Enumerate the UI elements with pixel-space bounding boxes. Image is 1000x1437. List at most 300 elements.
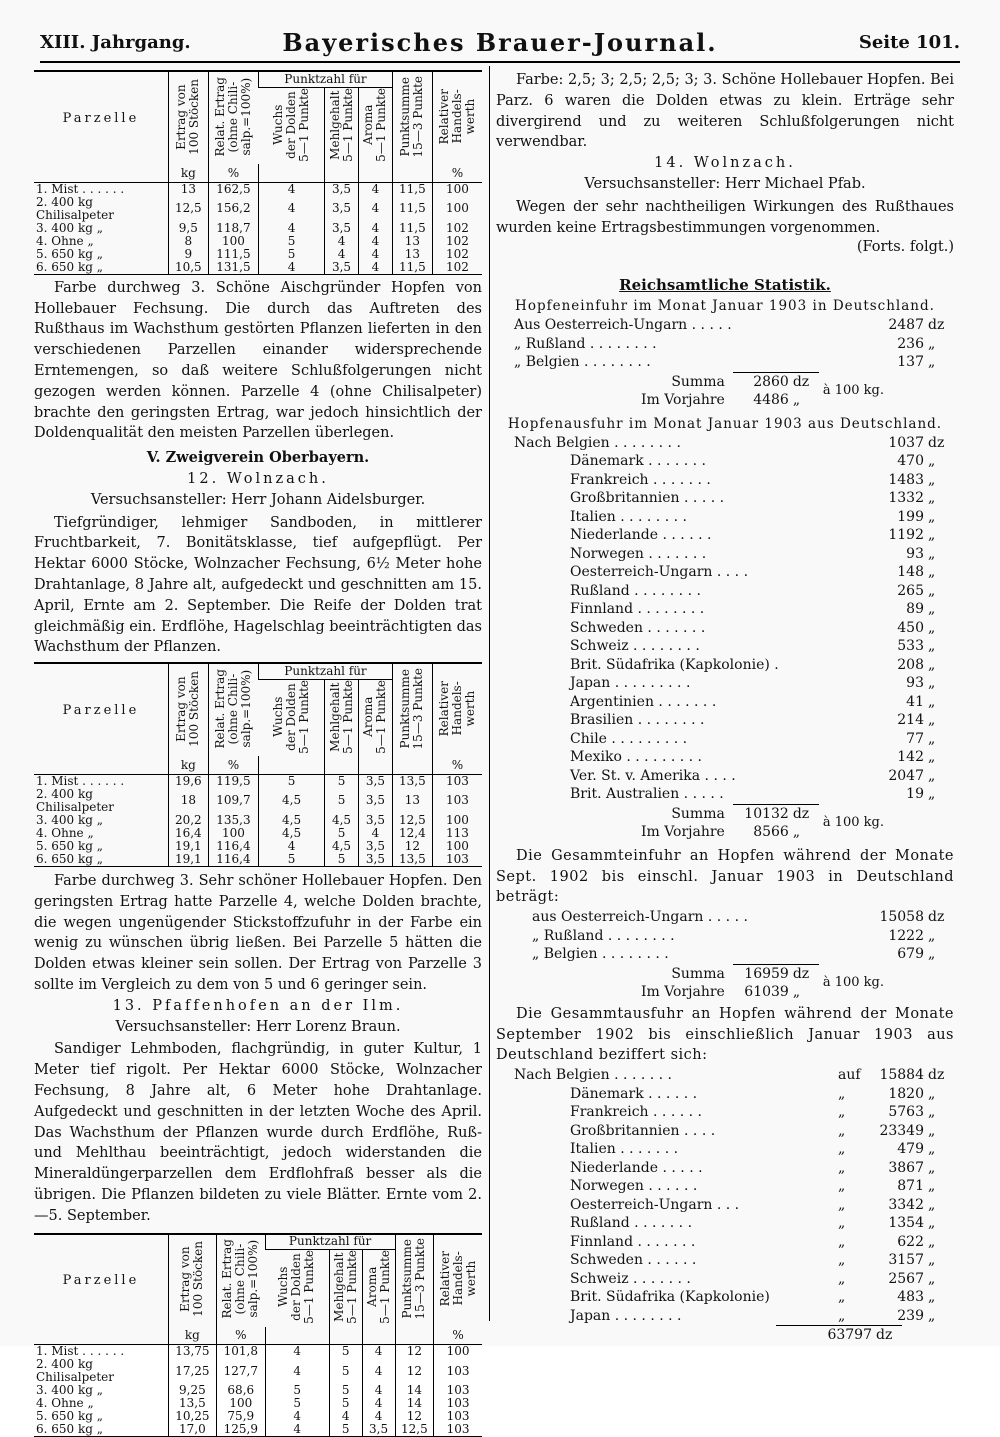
table-cell: 13 [392, 248, 432, 261]
experimenter-line: Versuchsansteller: Herr Michael Pfab. [584, 175, 866, 192]
stat-row [514, 1233, 954, 1252]
table-cell: 4,5 [259, 788, 325, 814]
table-cell: 4 [358, 182, 392, 196]
stat-row [514, 730, 954, 749]
stat-cell: „ [928, 1178, 936, 1195]
table-cell: 19,6 [168, 774, 208, 788]
stat-row [514, 674, 954, 693]
stat-cell: „ [928, 527, 936, 544]
table-row [34, 222, 482, 235]
stat-cell: 93 [906, 675, 924, 692]
stat-row [514, 353, 954, 372]
col-header-ertrag: Ertrag von 100 Stöcken [174, 78, 202, 155]
unit-note: à 100 kg. [822, 382, 884, 398]
table-cell: 4 [358, 248, 392, 261]
table-cell: 4 [358, 827, 392, 840]
stat-cell: „ [837, 1196, 846, 1213]
unit-note: à 100 kg. [822, 974, 884, 990]
table-cell: 12,5 [392, 814, 432, 827]
stat-cell: 3157 [888, 1252, 924, 1269]
stat-cell: „ [837, 1233, 846, 1250]
col-header-summe: Punktsumme 15—3 Punkte [398, 75, 426, 158]
previous-year-value: 8566 [753, 824, 789, 841]
stat-cell: 142 [897, 749, 924, 766]
paragraph: Wegen der sehr nachtheiligen Wirkungen des Rußthaues wurden keine Ertragsbestimmungen vorgenommen. [496, 198, 954, 236]
stat-cell: „ [837, 1122, 846, 1139]
table-cell: 75,9 [216, 1410, 265, 1423]
table-cell: 4 [358, 196, 392, 222]
export-heading: Hopfenausfuhr im Monat Januar 1903 aus Deutschland. [507, 415, 943, 432]
stat-row [514, 1159, 954, 1178]
table-cell: 131,5 [208, 261, 258, 275]
table-cell: 156,2 [208, 196, 258, 222]
table-cell: 2. 400 kg Chilisalpeter [36, 194, 115, 222]
stat-row [532, 945, 954, 964]
stat-cell: Argentinien . . . . . . . [570, 693, 717, 710]
total-table [776, 1325, 902, 1345]
table-cell: 4 [358, 261, 392, 275]
table-cell: 102 [432, 235, 482, 248]
stat-cell: „ [928, 582, 936, 599]
table-cell: 3,5 [325, 196, 359, 222]
table-cell: 5. 650 kg „ [36, 1409, 103, 1424]
table-cell: 12 [392, 840, 432, 853]
stat-cell: „ [928, 1122, 936, 1139]
table-cell: 1. Mist . . . . . . [36, 773, 125, 788]
table-row [34, 261, 482, 275]
table-cell: 10,25 [168, 1410, 216, 1423]
sum-unit: dz [793, 804, 819, 823]
table-cell: 5 [329, 1397, 362, 1410]
stat-cell: 239 [897, 1307, 924, 1324]
stat-table [532, 908, 954, 964]
stat-cell: „ [837, 1215, 846, 1232]
table-cell: 4 [325, 248, 359, 261]
unit-relat: % [216, 1327, 265, 1345]
stat-row [514, 452, 954, 471]
previous-year-value: 61039 [744, 984, 789, 1001]
stat-row [514, 693, 954, 712]
col-header-wuchs: Wuchs der Dolden 5—1 Punkte [270, 87, 311, 162]
table-cell: 13 [392, 788, 432, 814]
table-cell: 102 [432, 261, 482, 275]
stat-cell: „ [928, 656, 936, 673]
stat-row [514, 600, 954, 619]
stat-cell: Nach Belgien . . . . . . . . [514, 434, 681, 451]
import-list [496, 316, 954, 410]
table-cell: 2. 400 kg Chilisalpeter [36, 1357, 115, 1385]
stat-cell: 214 [897, 712, 924, 729]
sum-value: 2860 [733, 372, 793, 391]
stat-cell: 450 [897, 619, 924, 636]
table-cell: 109,7 [208, 788, 258, 814]
stat-cell: „ Belgien . . . . . . . . [532, 946, 669, 963]
col-header-parzelle: Parzelle [62, 702, 140, 718]
col-header-handels: Relativer Handels- werth [437, 1251, 478, 1307]
stat-cell: 3342 [888, 1196, 924, 1213]
stat-cell: 265 [897, 582, 924, 599]
table-cell: 8 [168, 235, 208, 248]
stat-cell: 5763 [888, 1104, 924, 1121]
table-row [34, 1423, 482, 1437]
unit-handels: % [432, 164, 482, 182]
table-cell: 12 [395, 1358, 434, 1384]
sum-label: Summa [671, 965, 725, 982]
stat-row [514, 434, 954, 453]
stat-cell: Mexiko . . . . . . . . . [570, 749, 703, 766]
table-cell: 11,5 [392, 182, 432, 196]
table-row [34, 853, 482, 867]
col-header-mehl: Mehlgehalt 5—1 Punkte [331, 1250, 359, 1324]
stat-cell: „ [837, 1159, 846, 1176]
table-cell: 4,5 [325, 840, 359, 853]
stat-cell: 236 [897, 335, 924, 352]
table-cell: 3. 400 kg „ [36, 1383, 103, 1398]
table-cell: 5 [329, 1384, 362, 1397]
journal-title: Bayerisches Brauer-Journal. [282, 28, 718, 57]
stat-cell: Rußland . . . . . . . [570, 1215, 693, 1232]
paragraph: Die Gesammtausfuhr an Hopfen während der Monate September 1902 bis einschließlich Januar 1903 aus Deutschland beziffert sich: [496, 1005, 954, 1064]
stat-table [514, 434, 954, 804]
stat-cell: „ [928, 1085, 936, 1102]
col-header-ertrag: Ertrag von 100 Stöcken [174, 670, 202, 747]
stat-table [514, 316, 954, 372]
stat-row [532, 927, 954, 946]
stat-cell: 679 [897, 946, 924, 963]
stat-row [514, 335, 954, 354]
page-number: Seite 101. [858, 32, 960, 53]
stat-cell: „ [928, 1159, 936, 1176]
stat-cell: Schweiz . . . . . . . . [570, 638, 700, 655]
stat-cell: 15884 [879, 1067, 924, 1084]
table-cell: 100 [432, 196, 482, 222]
table-cell: 18 [168, 788, 208, 814]
table-cell: 125,9 [216, 1423, 265, 1437]
stat-cell: Finnland . . . . . . . [570, 1233, 696, 1250]
stat-cell: „ [928, 767, 936, 784]
stat-row [514, 1122, 954, 1141]
table-cell: 3,5 [358, 788, 392, 814]
paragraph: Farbe durchweg 3. Sehr schöner Hollebauer Hopfen. Den geringsten Ertrag hatte Parzelle 4, welche Dolden brachte, die wegen ungenügender Stickstoffzufuhr in der Farbe ein wenig zu wünschen übrig ließen. Bei Parzelle 5 hätten die Dolden etwas kleiner sein sollen. Der Ertrag von Parzelle 3 sollte im Vergleich zu dem von 5 und 6 geringer sein. [34, 872, 482, 993]
stat-cell: dz [928, 1067, 945, 1084]
stat-cell: Frankreich . . . . . . . [570, 471, 711, 488]
stat-cell: Schweden . . . . . . . [570, 619, 706, 636]
stat-cell: 1222 [888, 927, 924, 944]
table-cell: 5 [259, 235, 325, 248]
stat-cell: „ [928, 453, 936, 470]
col-header-summe: Punktsumme 15—3 Punkte [400, 1238, 428, 1320]
col-header-punktzahl: Punktzahl für [284, 663, 367, 678]
stat-cell: „ [928, 730, 936, 747]
stat-cell: Norwegen . . . . . . [570, 1178, 698, 1195]
table-cell: 13,5 [392, 774, 432, 788]
export-list [496, 434, 954, 842]
stat-row [514, 1307, 954, 1326]
header-rule [40, 61, 960, 63]
table-cell: 9,5 [168, 222, 208, 235]
stat-cell: „ [928, 1233, 936, 1250]
table-cell: 4 [265, 1423, 329, 1437]
stat-cell: „ [837, 1289, 846, 1306]
table-cell: 4. Ohne „ [36, 825, 94, 840]
table-cell: 9 [168, 248, 208, 261]
table-cell: 12,5 [168, 196, 208, 222]
unit-note: à 100 kg. [822, 814, 884, 830]
stat-cell: „ [837, 1307, 846, 1324]
stat-cell: „ [928, 1289, 936, 1306]
table-cell: 5 [265, 1384, 329, 1397]
col-header-ertrag: Ertrag von 100 Stöcken [178, 1241, 206, 1318]
stat-row [514, 316, 954, 335]
stat-cell: dz [928, 434, 945, 451]
unit-handels: % [434, 1327, 482, 1345]
table-cell: 119,5 [208, 774, 258, 788]
table-row [34, 182, 482, 196]
col-header-relat: Relat. Ertrag (ohne Chili- salp.=100%) [220, 1239, 261, 1319]
stat-cell: 41 [906, 693, 924, 710]
left-column [34, 70, 482, 1437]
table-cell: 111,5 [208, 248, 258, 261]
table-cell: 4 [259, 840, 325, 853]
table-cell: 4,5 [259, 814, 325, 827]
stat-row [532, 908, 954, 927]
stat-cell: 208 [897, 656, 924, 673]
col-header-wuchs: Wuchs der Dolden 5—1 Punkte [276, 1250, 317, 1324]
stat-cell: 15058 [879, 909, 924, 926]
stat-row [514, 767, 954, 786]
stat-cell: „ [837, 1178, 846, 1195]
stat-cell: „ Rußland . . . . . . . . [532, 927, 675, 944]
table-cell: 68,6 [216, 1384, 265, 1397]
paragraph: Tiefgründiger, lehmiger Sandboden, in mittlerer Fruchtbarkeit, 7. Bonitätsklasse, tief aufgepflügt. Per Hektar 6000 Stöcke, Wolnzacher Fechsung, 6½ Meter hohe Drahtanlage, 8 Jahre alt, aufgedeckt und geschnitten am 15. April, Ernte am 2. September. Die Reife der Dolden trat gleichmäßig ein. Erdflöhe, Hagelschlag beeinträchtigten das Wachsthum der Pflanzen. [34, 514, 482, 656]
table-cell: 101,8 [216, 1345, 265, 1359]
stat-cell: 148 [897, 564, 924, 581]
stat-cell: Frankreich . . . . . . [570, 1104, 702, 1121]
paragraph: Die Gesammteinfuhr an Hopfen während der Monate Sept. 1902 bis einschl. Januar 1903 in Deutschland beträgt: [496, 847, 954, 906]
table-cell: 103 [434, 1358, 482, 1384]
stat-table [514, 1066, 954, 1325]
table-cell: 3,5 [358, 814, 392, 827]
stat-cell: „ [928, 946, 936, 963]
table-cell: 100 [432, 840, 482, 853]
stat-cell: Brit. Australien . . . . . [570, 786, 724, 803]
table-cell: 4 [265, 1345, 329, 1359]
table-cell: 100 [216, 1397, 265, 1410]
previous-year-unit: „ [792, 984, 801, 1001]
table-cell: 3. 400 kg „ [36, 220, 103, 235]
stat-cell: „ [928, 601, 936, 618]
stat-cell: Oesterreich-Ungarn . . . [570, 1196, 740, 1213]
stat-row [514, 656, 954, 675]
table-cell: 4 [358, 235, 392, 248]
stat-cell: „ [928, 749, 936, 766]
table-cell: 103 [434, 1384, 482, 1397]
stat-cell: Brit. Südafrika (Kapkolonie) . [570, 656, 779, 673]
right-column [496, 70, 954, 1345]
table-cell: 3,5 [358, 840, 392, 853]
stat-cell: Japan . . . . . . . . [570, 1307, 682, 1324]
table-row [34, 196, 482, 222]
total-unit: dz [876, 1326, 902, 1345]
table-cell: 6. 650 kg „ [36, 1422, 103, 1437]
col-header-mehl: Mehlgehalt 5—1 Punkte [327, 87, 355, 162]
table-cell: 4 [362, 1358, 395, 1384]
stat-cell: 479 [897, 1141, 924, 1158]
stat-cell: 23349 [879, 1122, 924, 1139]
stat-cell: 871 [897, 1178, 924, 1195]
stat-row [514, 563, 954, 582]
table-cell: 3,5 [325, 261, 359, 275]
table-cell: 113 [432, 827, 482, 840]
previous-year-unit: „ [792, 392, 801, 409]
stat-cell: „ Rußland . . . . . . . . [514, 335, 657, 352]
stat-row [514, 1196, 954, 1215]
paragraph: Farbe durchweg 3. Schöne Aischgründer Hopfen von Hollebauer Fechsung. Die durch das Auftreten des Rußthaus im Wachsthum gestörten Pflanzen lieferten in den verschiedenen Parzellen einander widersprechende Erntemengen, so daß weitere Schlußfolgerungen nicht gezogen werden können. Parzelle 4 (ohne Chilisalpeter) brachte den geringsten Ertrag, war jedoch hinsichtlich der Doldenqualität den meisten Parzellen überlegen. [34, 279, 482, 442]
stat-row [514, 1177, 954, 1196]
stat-cell: 89 [906, 601, 924, 618]
table-cell: 5 [259, 853, 325, 867]
stat-cell: „ [837, 1270, 846, 1287]
stat-cell: „ [837, 1252, 846, 1269]
table-cell: 14 [395, 1384, 434, 1397]
table-cell: 1. Mist . . . . . . [36, 1344, 125, 1359]
volume-label: XIII. Jahrgang. [40, 32, 191, 53]
stat-cell: „ [928, 354, 936, 371]
table-cell: 19,1 [168, 853, 208, 867]
stat-row [514, 1251, 954, 1270]
stat-cell: Dänemark . . . . . . . [570, 453, 706, 470]
subsection-heading: 13. Pfaffenhofen an der Ilm. [112, 997, 404, 1014]
table-cell: 4,5 [259, 827, 325, 840]
stat-cell: „ [928, 508, 936, 525]
stat-cell: Nach Belgien . . . . . . . [514, 1067, 672, 1084]
table-cell: 17,25 [168, 1358, 216, 1384]
stat-cell: „ Belgien . . . . . . . . [514, 354, 651, 371]
sum-table [641, 964, 884, 1002]
col-header-punktzahl: Punktzahl für [288, 1234, 372, 1249]
point-table [34, 662, 482, 867]
stat-row [514, 1288, 954, 1307]
stat-row [514, 526, 954, 545]
stat-row [514, 1140, 954, 1159]
table-cell: 127,7 [216, 1358, 265, 1384]
stat-row [514, 1066, 954, 1085]
stat-cell: Niederlande . . . . . [570, 1159, 703, 1176]
stat-cell: „ [928, 619, 936, 636]
stat-cell: „ [928, 1141, 936, 1158]
table-cell: 13,5 [168, 1397, 216, 1410]
table-cell: 12,5 [395, 1423, 434, 1437]
stat-row [514, 1103, 954, 1122]
stat-cell: 77 [906, 730, 924, 747]
stat-cell: 483 [897, 1289, 924, 1306]
table-cell: 11,5 [392, 261, 432, 275]
stat-cell: Oesterreich-Ungarn . . . . [570, 564, 749, 581]
sum-unit: dz [793, 964, 819, 983]
total-import-list [496, 908, 954, 1002]
stat-row [514, 489, 954, 508]
results-table-3 [34, 1233, 482, 1437]
table-cell: 6. 650 kg „ [36, 259, 103, 274]
stat-cell: Aus Oesterreich-Ungarn . . . . . [514, 317, 732, 334]
table-cell: 5 [325, 853, 359, 867]
stat-row [514, 619, 954, 638]
table-cell: 5. 650 kg „ [36, 838, 103, 853]
table-cell: 3,5 [325, 222, 359, 235]
stat-cell: Schweden . . . . . . [570, 1252, 697, 1269]
stat-cell: 1483 [888, 471, 924, 488]
unit-ertrag: kg [168, 756, 208, 774]
table-cell: 5 [265, 1397, 329, 1410]
stat-cell: 137 [897, 354, 924, 371]
continuation-note: (Forts. folgt.) [856, 239, 954, 256]
stat-cell: „ [837, 1085, 846, 1102]
sum-table [641, 372, 884, 410]
total-value: 63797 [776, 1326, 876, 1345]
stat-row [514, 582, 954, 601]
col-header-punktzahl: Punktzahl für [284, 71, 367, 86]
stat-cell: Großbritannien . . . . . [570, 490, 725, 507]
table-cell: 102 [432, 222, 482, 235]
col-header-mehl: Mehlgehalt 5—1 Punkte [327, 679, 355, 754]
stat-cell: „ [928, 545, 936, 562]
stat-cell: aus Oesterreich-Ungarn . . . . . [532, 909, 748, 926]
sum-label: Summa [671, 373, 725, 390]
table-cell: 4 [362, 1410, 395, 1423]
table-cell: 12,4 [392, 827, 432, 840]
table-cell: 10,5 [168, 261, 208, 275]
stat-cell: 1354 [888, 1215, 924, 1232]
table-row [34, 235, 482, 248]
table-cell: 3,5 [358, 853, 392, 867]
stat-row [514, 471, 954, 490]
stat-cell: Dänemark . . . . . . [570, 1085, 698, 1102]
table-cell: 103 [432, 853, 482, 867]
stat-cell: Brit. Südafrika (Kapkolonie) [570, 1289, 770, 1306]
table-cell: 103 [434, 1423, 482, 1437]
table-row [34, 774, 482, 788]
table-cell: 103 [432, 774, 482, 788]
sum-table [641, 804, 884, 842]
point-table [34, 1233, 482, 1437]
col-header-summe: Punktsumme 15—3 Punkte [398, 668, 426, 750]
stat-cell: Italien . . . . . . . . [570, 508, 687, 525]
stat-cell: 622 [897, 1233, 924, 1250]
stat-cell: 19 [906, 786, 924, 803]
col-header-relat: Relat. Ertrag (ohne Chili- salp.=100%) [212, 669, 253, 749]
statistics-heading: Reichsamtliche Statistik. [619, 276, 831, 295]
stat-cell: Brasilien . . . . . . . . [570, 712, 705, 729]
stat-row [514, 1214, 954, 1233]
table-cell: 5. 650 kg „ [36, 246, 103, 261]
results-table-2 [34, 662, 482, 867]
stat-cell: Ver. St. v. Amerika . . . . [570, 767, 736, 784]
stat-cell: „ [928, 1104, 936, 1121]
stat-cell: dz [928, 909, 945, 926]
table-cell: 4 [362, 1384, 395, 1397]
stat-cell: „ [928, 471, 936, 488]
col-header-aroma: Aroma 5—1 Punkte [361, 679, 389, 754]
subsection-heading: 14. Wolnzach. [654, 155, 796, 172]
table-cell: 12 [395, 1345, 434, 1359]
table-cell: 6. 650 kg „ [36, 851, 103, 866]
subsection-heading: 12. Wolnzach. [187, 470, 329, 487]
stat-cell: 1192 [888, 527, 924, 544]
stat-cell: „ [837, 1141, 846, 1158]
table-cell: 5 [259, 774, 325, 788]
previous-year-unit: „ [792, 824, 801, 841]
unit-ertrag: kg [168, 1327, 216, 1345]
